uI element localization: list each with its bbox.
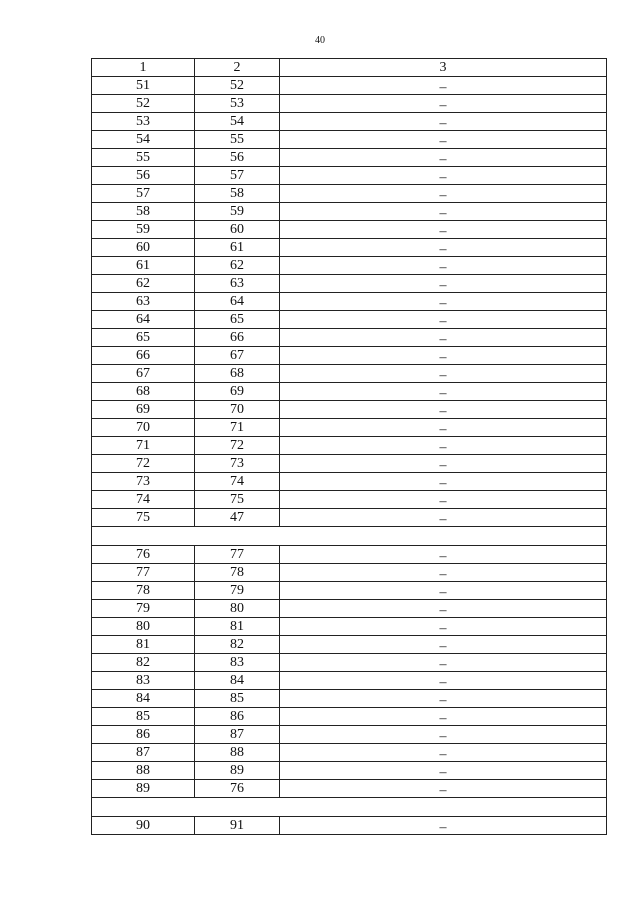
cell-col3 — [280, 654, 607, 672]
cell-col3 — [280, 473, 607, 491]
cell-col2: 91 — [195, 817, 280, 835]
dash-value: – — [439, 152, 447, 167]
cell-col2: 68 — [195, 365, 280, 383]
table-row — [92, 762, 607, 780]
cell-col3 — [280, 95, 607, 113]
cell-col3 — [280, 744, 607, 762]
dash-value: – — [439, 747, 447, 762]
cell-col3 — [280, 401, 607, 419]
table-row — [92, 455, 607, 473]
dash-value: – — [439, 422, 447, 437]
cell-col3 — [280, 672, 607, 690]
table-row — [92, 817, 607, 835]
table-row — [92, 636, 607, 654]
cell-col1: 74 — [92, 491, 195, 509]
cell-col3 — [280, 131, 607, 149]
cell-col1: 79 — [92, 600, 195, 618]
table-header-row — [92, 59, 607, 77]
cell-col2: 47 — [195, 509, 280, 527]
table-row — [92, 221, 607, 239]
cell-col1: 63 — [92, 293, 195, 311]
table-row — [92, 311, 607, 329]
page-number: 40 — [315, 35, 325, 46]
table-row — [92, 726, 607, 744]
section-spacer-row — [92, 527, 607, 546]
cell-col2: 80 — [195, 600, 280, 618]
table-row — [92, 239, 607, 257]
dash-value: – — [439, 783, 447, 798]
table-row — [92, 185, 607, 203]
cell-col1: 75 — [92, 509, 195, 527]
cell-col3 — [280, 167, 607, 185]
cell-col2: 73 — [195, 455, 280, 473]
table-row — [92, 473, 607, 491]
cell-col2: 63 — [195, 275, 280, 293]
cell-col2: 52 — [195, 77, 280, 95]
cell-col1: 54 — [92, 131, 195, 149]
table-row — [92, 347, 607, 365]
dash-value: – — [439, 242, 447, 257]
cell-col3 — [280, 780, 607, 798]
table-row — [92, 77, 607, 95]
table-row — [92, 365, 607, 383]
cell-col3 — [280, 347, 607, 365]
cell-col2: 76 — [195, 780, 280, 798]
cell-col1: 78 — [92, 582, 195, 600]
cell-col3 — [280, 546, 607, 564]
table-row — [92, 690, 607, 708]
cell-col1: 57 — [92, 185, 195, 203]
data-table — [91, 58, 607, 835]
dash-value: – — [439, 368, 447, 383]
table-row — [92, 149, 607, 167]
cell-col3 — [280, 239, 607, 257]
dash-value: – — [439, 224, 447, 239]
dash-value: – — [439, 80, 447, 95]
table-row — [92, 780, 607, 798]
cell-col2: 70 — [195, 401, 280, 419]
table-row — [92, 95, 607, 113]
cell-col2: 82 — [195, 636, 280, 654]
dash-value: – — [439, 585, 447, 600]
cell-col3 — [280, 618, 607, 636]
spacer-cell — [92, 798, 607, 817]
cell-col2: 66 — [195, 329, 280, 347]
cell-col2: 71 — [195, 419, 280, 437]
cell-col2: 56 — [195, 149, 280, 167]
cell-col3 — [280, 690, 607, 708]
cell-col2: 81 — [195, 618, 280, 636]
cell-col2: 53 — [195, 95, 280, 113]
cell-col3 — [280, 383, 607, 401]
dash-value: – — [439, 693, 447, 708]
cell-col3 — [280, 329, 607, 347]
cell-col2: 86 — [195, 708, 280, 726]
cell-col2: 87 — [195, 726, 280, 744]
cell-col3 — [280, 77, 607, 95]
cell-col1: 55 — [92, 149, 195, 167]
cell-col2: 89 — [195, 762, 280, 780]
header-cell-col1: 1 — [92, 59, 195, 77]
table-row — [92, 564, 607, 582]
cell-col1: 68 — [92, 383, 195, 401]
dash-value: – — [439, 512, 447, 527]
header-cell-col2: 2 — [195, 59, 280, 77]
dash-value: – — [439, 116, 447, 131]
cell-col1: 82 — [92, 654, 195, 672]
cell-col1: 56 — [92, 167, 195, 185]
dash-value: – — [439, 657, 447, 672]
dash-value: – — [439, 476, 447, 491]
cell-col2: 79 — [195, 582, 280, 600]
cell-col1: 66 — [92, 347, 195, 365]
cell-col2: 72 — [195, 437, 280, 455]
dash-value: – — [439, 765, 447, 780]
cell-col2: 54 — [195, 113, 280, 131]
cell-col2: 55 — [195, 131, 280, 149]
table-row — [92, 113, 607, 131]
table-row — [92, 618, 607, 636]
cell-col1: 65 — [92, 329, 195, 347]
cell-col1: 62 — [92, 275, 195, 293]
table-row — [92, 582, 607, 600]
dash-value: – — [439, 314, 447, 329]
dash-value: – — [439, 820, 447, 835]
dash-value: – — [439, 386, 447, 401]
dash-value: – — [439, 278, 447, 293]
cell-col2: 69 — [195, 383, 280, 401]
cell-col3 — [280, 185, 607, 203]
table-row — [92, 744, 607, 762]
section-spacer-row — [92, 798, 607, 817]
table-row — [92, 275, 607, 293]
table-row — [92, 383, 607, 401]
table-row — [92, 600, 607, 618]
cell-col2: 59 — [195, 203, 280, 221]
table-row — [92, 329, 607, 347]
cell-col1: 64 — [92, 311, 195, 329]
dash-value: – — [439, 98, 447, 113]
cell-col2: 74 — [195, 473, 280, 491]
cell-col3 — [280, 762, 607, 780]
cell-col2: 62 — [195, 257, 280, 275]
dash-value: – — [439, 332, 447, 347]
cell-col2: 83 — [195, 654, 280, 672]
table-row — [92, 437, 607, 455]
cell-col1: 70 — [92, 419, 195, 437]
cell-col2: 61 — [195, 239, 280, 257]
dash-value: – — [439, 675, 447, 690]
cell-col1: 52 — [92, 95, 195, 113]
cell-col3 — [280, 564, 607, 582]
cell-col2: 75 — [195, 491, 280, 509]
cell-col1: 67 — [92, 365, 195, 383]
table-row — [92, 167, 607, 185]
cell-col3 — [280, 708, 607, 726]
dash-value: – — [439, 350, 447, 365]
dash-value: – — [439, 621, 447, 636]
cell-col3 — [280, 509, 607, 527]
table-row — [92, 509, 607, 527]
cell-col1: 90 — [92, 817, 195, 835]
cell-col1: 89 — [92, 780, 195, 798]
cell-col3 — [280, 257, 607, 275]
cell-col1: 81 — [92, 636, 195, 654]
cell-col1: 77 — [92, 564, 195, 582]
cell-col2: 64 — [195, 293, 280, 311]
table-row — [92, 131, 607, 149]
cell-col1: 60 — [92, 239, 195, 257]
cell-col3 — [280, 726, 607, 744]
cell-col3 — [280, 817, 607, 835]
dash-value: – — [439, 404, 447, 419]
dash-value: – — [439, 494, 447, 509]
table-row — [92, 491, 607, 509]
cell-col1: 85 — [92, 708, 195, 726]
table-row — [92, 401, 607, 419]
table-row — [92, 293, 607, 311]
cell-col2: 78 — [195, 564, 280, 582]
table-row — [92, 257, 607, 275]
dash-value: – — [439, 567, 447, 582]
dash-value: – — [439, 458, 447, 473]
table-row — [92, 672, 607, 690]
cell-col2: 57 — [195, 167, 280, 185]
cell-col2: 85 — [195, 690, 280, 708]
dash-value: – — [439, 729, 447, 744]
cell-col1: 83 — [92, 672, 195, 690]
cell-col3 — [280, 275, 607, 293]
cell-col3 — [280, 491, 607, 509]
dash-value: – — [439, 711, 447, 726]
cell-col3 — [280, 113, 607, 131]
cell-col1: 59 — [92, 221, 195, 239]
cell-col1: 86 — [92, 726, 195, 744]
cell-col1: 61 — [92, 257, 195, 275]
header-cell-col3: 3 — [280, 59, 607, 77]
dash-value: – — [439, 639, 447, 654]
cell-col2: 65 — [195, 311, 280, 329]
dash-value: – — [439, 134, 447, 149]
cell-col3 — [280, 600, 607, 618]
cell-col1: 69 — [92, 401, 195, 419]
cell-col3 — [280, 149, 607, 167]
cell-col3 — [280, 419, 607, 437]
dash-value: – — [439, 170, 447, 185]
cell-col1: 80 — [92, 618, 195, 636]
table-row — [92, 203, 607, 221]
cell-col2: 58 — [195, 185, 280, 203]
dash-value: – — [439, 440, 447, 455]
table-row — [92, 654, 607, 672]
dash-value: – — [439, 206, 447, 221]
dash-value: – — [439, 549, 447, 564]
cell-col3 — [280, 365, 607, 383]
cell-col3 — [280, 293, 607, 311]
cell-col1: 72 — [92, 455, 195, 473]
cell-col2: 84 — [195, 672, 280, 690]
dash-value: – — [439, 296, 447, 311]
cell-col2: 77 — [195, 546, 280, 564]
cell-col3 — [280, 437, 607, 455]
table-body — [92, 59, 607, 835]
table-row — [92, 708, 607, 726]
dash-value: – — [439, 188, 447, 203]
cell-col1: 87 — [92, 744, 195, 762]
cell-col2: 67 — [195, 347, 280, 365]
cell-col1: 76 — [92, 546, 195, 564]
cell-col3 — [280, 203, 607, 221]
cell-col1: 88 — [92, 762, 195, 780]
cell-col1: 71 — [92, 437, 195, 455]
spacer-cell — [92, 527, 607, 546]
cell-col3 — [280, 221, 607, 239]
cell-col2: 88 — [195, 744, 280, 762]
cell-col2: 60 — [195, 221, 280, 239]
cell-col1: 53 — [92, 113, 195, 131]
table-row — [92, 419, 607, 437]
cell-col3 — [280, 311, 607, 329]
dash-value: – — [439, 260, 447, 275]
cell-col1: 58 — [92, 203, 195, 221]
dash-value: – — [439, 603, 447, 618]
cell-col1: 73 — [92, 473, 195, 491]
cell-col3 — [280, 455, 607, 473]
table-row — [92, 546, 607, 564]
cell-col1: 51 — [92, 77, 195, 95]
cell-col3 — [280, 582, 607, 600]
cell-col1: 84 — [92, 690, 195, 708]
cell-col3 — [280, 636, 607, 654]
